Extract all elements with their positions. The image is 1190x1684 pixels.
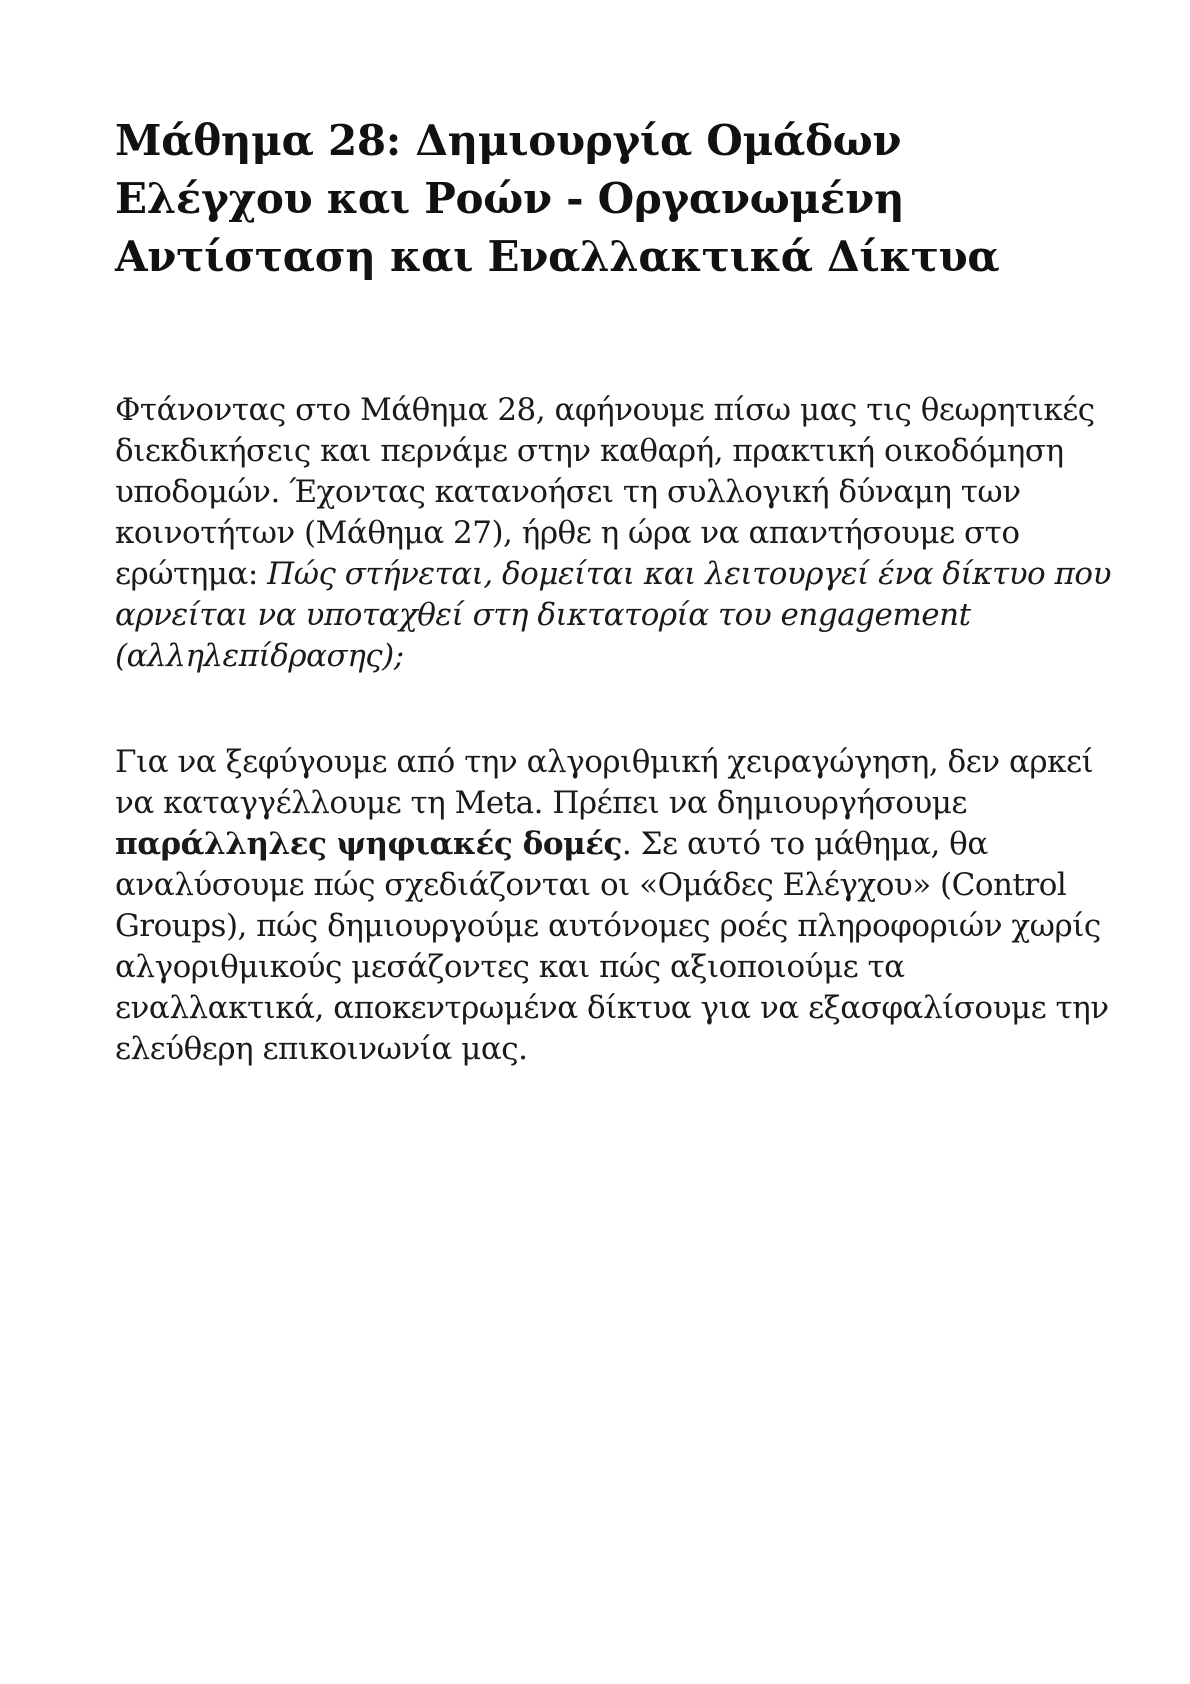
parallel-structures-bold: παράλληλες ψηφιακές δομές: [115, 826, 622, 862]
intro-question-italic: Πώς στήνεται, δομείται και λειτουργεί ένα δίκτυο που αρνείται να υποταχθεί στη δικτατορία του engagement (αλληλεπίδρασης);: [115, 556, 1111, 674]
second-paragraph: [115, 742, 1115, 1070]
intro-lead-text: Φτάνοντας στο Μάθημα 28, αφήνουμε πίσω μας τις θεωρητικές διεκδικήσεις και περνάμε στην καθαρή, πρακτική οικοδόμηση υποδομών. Έχοντας κατανοήσει τη συλλογική δύναμη των κοινοτήτων (Μάθημα 27), ήρθε η ώρα να απαντήσουμε στο ερώτημα:: [115, 392, 1095, 592]
lesson-title: Μάθημα 28: Δημιουργία Ομάδων Ελέγχου και Ροών - Οργανωμένη Αντίσταση και Εναλλακτικά Δίκτυα: [115, 116, 1000, 281]
second-rest-text: . Σε αυτό το μάθημα, θα αναλύσουμε πώς σχεδιάζονται οι «Ομάδες Ελέγχου» (Control Groups), πώς δημιουργούμε αυτόνομες ροές πληροφοριών χωρίς αλγοριθμικούς μεσάζοντες και πώς αξιοποιούμε τα εναλλακτικά, αποκεντρωμένα δίκτυα για να εξασφαλίσουμε την ελεύθερη επικοινωνία μας.: [115, 826, 1109, 1067]
intro-paragraph: [115, 390, 1115, 677]
second-lead-text: Για να ξεφύγουμε από την αλγοριθμική χειραγώγηση, δεν αρκεί να καταγγέλλουμε τη Meta. Πρέπει να δημιουργήσουμε: [115, 744, 1094, 821]
